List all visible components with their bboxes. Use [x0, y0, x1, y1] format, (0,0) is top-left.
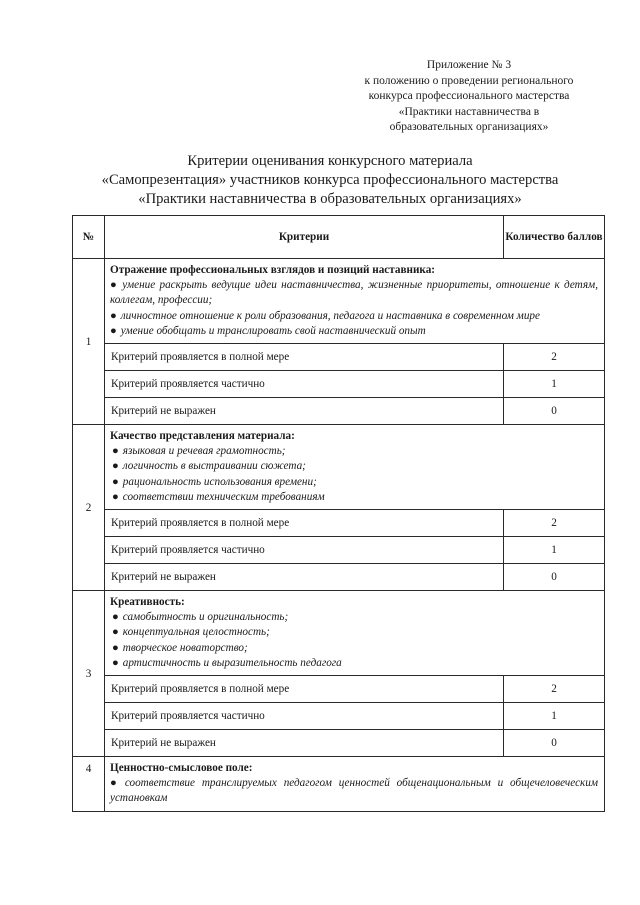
- criterion-bullets: [110, 444, 598, 505]
- criterion-number: 4: [73, 757, 105, 812]
- level-label: Критерий не выражен: [105, 730, 504, 757]
- appendix-line: Приложение № 3: [426, 59, 512, 71]
- appendix-line: к положению о проведении регионального: [364, 74, 574, 87]
- bullet-icon: ●: [110, 324, 117, 337]
- criterion-number: 3: [73, 591, 105, 757]
- header-criteria: Критерии: [105, 216, 504, 259]
- appendix-note: [340, 58, 598, 136]
- appendix-line: образовательных организациях»: [389, 121, 549, 134]
- criterion-description: [105, 757, 605, 812]
- level-score: 1: [504, 703, 605, 730]
- criterion-description: [105, 425, 605, 510]
- level-label: Критерий не выражен: [105, 564, 504, 591]
- document-title: [70, 152, 590, 210]
- bullet-item: ● умение обобщать и транслировать свой наставнический опыт: [110, 324, 426, 337]
- criterion-block-1: [73, 259, 605, 344]
- title-line: «Самопрезентация» участников конкурса профессионального мастерства: [101, 172, 559, 189]
- level-score: 1: [504, 537, 605, 564]
- bullet-icon: ●: [110, 777, 121, 790]
- level-score: 2: [504, 344, 605, 371]
- bullet-icon: ●: [112, 445, 119, 458]
- level-label: Критерий проявляется частично: [105, 703, 504, 730]
- level-score: 2: [504, 510, 605, 537]
- bullet-item: ● артистичность и выразительность педагога: [112, 656, 342, 669]
- criterion-heading: Ценностно-смысловое поле:: [110, 762, 253, 775]
- bullet-icon: ●: [112, 641, 119, 654]
- level-score: 0: [504, 730, 605, 757]
- level-row: [73, 564, 605, 591]
- level-score: 2: [504, 676, 605, 703]
- criterion-bullets: [110, 776, 598, 806]
- criterion-block-3: [73, 591, 605, 676]
- title-line: «Практики наставничества в образовательных организациях»: [138, 191, 522, 208]
- criterion-block-4: [73, 757, 605, 812]
- bullet-item: ● рациональность использования времени;: [112, 475, 317, 488]
- bullet-item: ● концептуальная целостность;: [112, 626, 270, 639]
- header-score: Количество баллов: [504, 216, 605, 259]
- bullet-item: ● самобытность и оригинальность;: [112, 611, 289, 624]
- bullet-icon: ●: [112, 611, 119, 624]
- level-label: Критерий проявляется в полной мере: [105, 510, 504, 537]
- bullet-item: ● соответствии техническим требованиям: [112, 490, 325, 503]
- bullet-item: ● логичность в выстраивании сюжета;: [112, 460, 306, 473]
- bullet-item: ● личностное отношение к роли образования, педагога и наставника в современном мире: [110, 309, 540, 322]
- criterion-bullets: [110, 610, 598, 671]
- criterion-bullets: [110, 278, 598, 339]
- bullet-icon: ●: [112, 626, 119, 639]
- level-score: 1: [504, 371, 605, 398]
- bullet-item: ● творческое новаторство;: [112, 641, 248, 654]
- bullet-item: ● соответствие транслируемых педагогом ценностей общенациональным и общечеловеческим установкам: [110, 777, 599, 805]
- criterion-description: [105, 591, 605, 676]
- criterion-heading: Креативность:: [110, 596, 185, 609]
- bullet-icon: ●: [110, 309, 117, 322]
- bullet-icon: ●: [112, 656, 119, 669]
- level-label: Критерий проявляется частично: [105, 371, 504, 398]
- criterion-number: 1: [73, 259, 105, 425]
- criteria-table: [72, 215, 605, 812]
- level-label: Критерий проявляется частично: [105, 537, 504, 564]
- level-score: 0: [504, 564, 605, 591]
- criterion-heading: Отражение профессиональных взглядов и позиций наставника:: [110, 264, 436, 276]
- level-row: [73, 510, 605, 537]
- criterion-heading: Качество представления материала:: [110, 430, 295, 443]
- bullet-icon: ●: [112, 460, 119, 473]
- level-row: [73, 537, 605, 564]
- level-row: [73, 344, 605, 371]
- level-row: [73, 371, 605, 398]
- bullet-icon: ●: [110, 279, 119, 292]
- level-label: Критерий проявляется в полной мере: [105, 344, 504, 371]
- level-label: Критерий не выражен: [105, 398, 504, 425]
- criterion-description: [105, 259, 605, 344]
- table-header-row: [73, 216, 605, 259]
- level-row: [73, 730, 605, 757]
- level-score: 0: [504, 398, 605, 425]
- bullet-item: ● языковая и речевая грамотность;: [112, 445, 286, 458]
- title-line: Критерии оценивания конкурсного материала: [187, 153, 473, 169]
- bullet-icon: ●: [112, 475, 119, 488]
- level-row: [73, 703, 605, 730]
- appendix-line: «Практики наставничества в: [398, 105, 540, 118]
- criterion-number: 2: [73, 425, 105, 591]
- level-label: Критерий проявляется в полной мере: [105, 676, 504, 703]
- level-row: [73, 398, 605, 425]
- bullet-item: ● умение раскрыть ведущие идеи наставничества, жизненные приоритеты, отношение к детям, коллегам, профессии;: [110, 279, 598, 307]
- bullet-icon: ●: [112, 490, 119, 503]
- appendix-line: конкурса профессионального мастерства: [368, 90, 570, 103]
- criterion-block-2: [73, 425, 605, 510]
- level-row: [73, 676, 605, 703]
- header-num: №: [73, 216, 105, 259]
